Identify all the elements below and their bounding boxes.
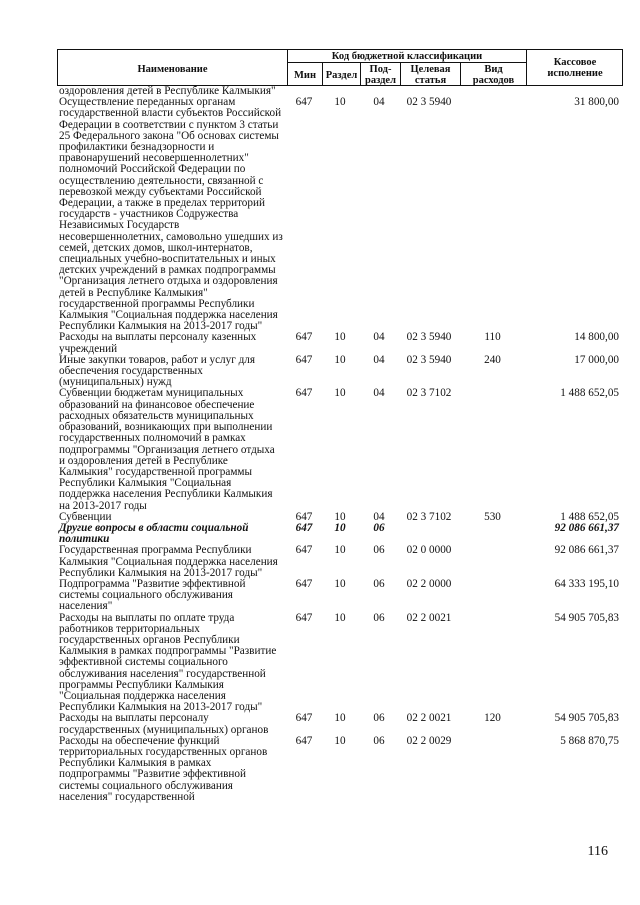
row-min: 647 <box>295 521 313 534</box>
row-statya: 02 3 5940 <box>406 353 452 366</box>
header-razdel: Раздел <box>325 70 358 81</box>
table-row <box>57 332 623 354</box>
row-podrazdel: 06 <box>373 577 385 590</box>
row-podrazdel: 06 <box>373 611 385 624</box>
row-razdel: 10 <box>334 712 346 725</box>
row-name: Государственная программа Республики Калмыкия "Социальная поддержка населения Республики Калмыкия на 2013-2017 годы" <box>59 544 278 579</box>
table-row <box>57 388 623 511</box>
row-min: 647 <box>295 510 313 523</box>
row-name: Другие вопросы в области социальной политики <box>59 521 249 546</box>
row-name: Расходы на выплаты по оплате труда работников территориальных государственных органов Республики Калмыкия в рамках подпрограммы "Развитие эффективной системы социального обслуживания населения" государственной программы Республики Калмыкия "Социальная поддержка населения Республики Калмыкия на 2013-2017 годы" <box>59 611 277 714</box>
row-podrazdel: 06 <box>373 521 385 534</box>
row-razdel: 10 <box>334 387 346 400</box>
header-min: Мин <box>293 70 316 81</box>
row-razdel: 10 <box>334 544 346 557</box>
row-sum: 1 488 652,05 <box>560 387 619 400</box>
row-min: 647 <box>295 577 313 590</box>
row-name: Осуществление переданных органам государственной власти субъектов Российской Федерации в соответствии с пунктом 3 статьи 25 Федерального закона "Об основах системы профилактики безнадзорности и правонарушений несовершеннолетних" полномочий Российской Федерации по осуществлению деятельности, связанной с перевозкой между субъектами Российской Федерации, а также в пределах территорий государств - участников Содружества Независимых Государств несовершеннолетних, самовольно ушедших из семей, детских домов, школ-интернатов, специальных учебно-воспитательных и иных детских учреждений в рамках подпрограммы "Организация летнего отдыха и оздоровления детей в Республике Калмыкия" государственной программы Республики Калмыкия "Социальная поддержка населения Республики Калмыкия на 2013-2017 годы" <box>59 96 283 333</box>
row-razdel: 10 <box>334 611 346 624</box>
table-row <box>57 355 623 389</box>
table-row <box>57 97 623 332</box>
row-statya: 02 3 7102 <box>406 510 452 523</box>
header-podrazdel-line1: Под- <box>369 64 392 75</box>
row-sum: 64 333 195,10 <box>554 577 619 590</box>
header-vid-line1: Вид <box>484 64 503 75</box>
row-sum: 92 086 661,37 <box>554 544 619 557</box>
header-podrazdel-line2: раздел <box>365 75 396 86</box>
row-vid: 240 <box>484 353 501 366</box>
row-podrazdel: 04 <box>373 96 385 109</box>
table-row <box>57 736 623 803</box>
row-statya: 02 0 0000 <box>406 544 452 557</box>
table-row <box>57 713 623 735</box>
row-podrazdel: 04 <box>373 331 385 344</box>
row-razdel: 10 <box>334 577 346 590</box>
row-name: оздоровления детей в Республике Калмыкия" <box>59 85 276 97</box>
row-podrazdel: 06 <box>373 712 385 725</box>
row-sum: 92 086 661,37 <box>554 521 619 534</box>
row-vid: 530 <box>484 510 501 523</box>
row-min: 647 <box>295 353 313 366</box>
header-podrazdel <box>361 64 400 86</box>
row-min: 647 <box>295 331 313 344</box>
row-min: 647 <box>295 611 313 624</box>
header-kassa-line2: исполнение <box>547 68 603 79</box>
header-statya-line1: Целевая <box>410 64 451 75</box>
row-min: 647 <box>295 96 313 109</box>
header-code-group: Код бюджетной классификации <box>331 51 483 62</box>
row-name: Расходы на выплаты персоналу государственных (муниципальных) органов <box>59 712 269 736</box>
row-razdel: 10 <box>334 331 346 344</box>
header-statya <box>401 64 460 86</box>
row-sum: 54 905 705,83 <box>554 611 619 624</box>
table-row <box>57 579 623 613</box>
row-statya: 02 3 5940 <box>406 331 452 344</box>
row-name: Субвенции бюджетам муниципальных образований на финансовое обеспечение расходных обязательств муниципальных образований, возникающих при выполнении государственных полномочий в рамках подпрограммы "Организация летнего отдыха и оздоровления детей в Республике Калмыкия" государственной программы Республики Калмыкия "Социальная поддержка населения Республики Калмыкия на 2013-2017 годы <box>59 387 275 512</box>
row-razdel: 10 <box>334 353 346 366</box>
row-statya: 02 2 0000 <box>406 577 452 590</box>
row-razdel: 10 <box>334 734 346 747</box>
row-podrazdel: 04 <box>373 353 385 366</box>
header-name: Наименование <box>137 64 208 75</box>
row-statya: 02 3 5940 <box>406 96 452 109</box>
row-statya: 02 3 7102 <box>406 387 452 400</box>
table-row <box>57 545 623 579</box>
row-sum: 1 488 652,05 <box>560 510 619 523</box>
row-name: Подпрограмма "Развитие эффективной системы социального обслуживания населения" <box>59 577 246 613</box>
row-min: 647 <box>295 544 313 557</box>
row-name: Субвенции <box>59 510 112 523</box>
table-row <box>57 523 623 545</box>
row-razdel: 10 <box>334 510 346 523</box>
table-body <box>57 86 623 803</box>
row-podrazdel: 04 <box>373 387 385 400</box>
row-name: Расходы на выплаты персоналу казенных учреждений <box>59 331 257 355</box>
row-razdel: 10 <box>334 521 346 534</box>
header-kassa-line1: Кассовое <box>553 57 597 68</box>
row-podrazdel: 06 <box>373 544 385 557</box>
header-vid-line2: расходов <box>472 75 515 86</box>
row-statya: 02 2 0029 <box>406 734 452 747</box>
row-name: Расходы на обеспечение функций территориальных государственных органов Республики Калмыкия в рамках подпрограммы "Развитие эффективной системы социального обслуживания населения" государственной <box>59 734 268 803</box>
row-name: Иные закупки товаров, работ и услуг для обеспечения государственных (муниципальных) нужд <box>59 353 256 389</box>
row-vid: 110 <box>484 331 501 344</box>
row-razdel: 10 <box>334 96 346 109</box>
row-min: 647 <box>295 734 313 747</box>
row-min: 647 <box>295 712 313 725</box>
header-statya-line2: статья <box>414 75 447 86</box>
row-sum: 54 905 705,83 <box>554 712 619 725</box>
row-statya: 02 2 0021 <box>406 611 452 624</box>
row-min: 647 <box>295 387 313 400</box>
row-sum: 14 800,00 <box>574 331 619 344</box>
row-podrazdel: 06 <box>373 734 385 747</box>
row-sum: 5 868 870,75 <box>560 734 619 747</box>
header-kassa <box>527 57 623 79</box>
page-number: 116 <box>587 844 608 859</box>
row-sum: 31 800,00 <box>574 96 619 109</box>
header-vid <box>461 64 526 86</box>
row-statya: 02 2 0021 <box>406 712 452 725</box>
row-podrazdel: 04 <box>373 510 385 523</box>
row-vid: 120 <box>484 712 501 725</box>
row-sum: 17 000,00 <box>574 353 619 366</box>
table-row <box>57 613 623 714</box>
table-header <box>57 49 623 86</box>
